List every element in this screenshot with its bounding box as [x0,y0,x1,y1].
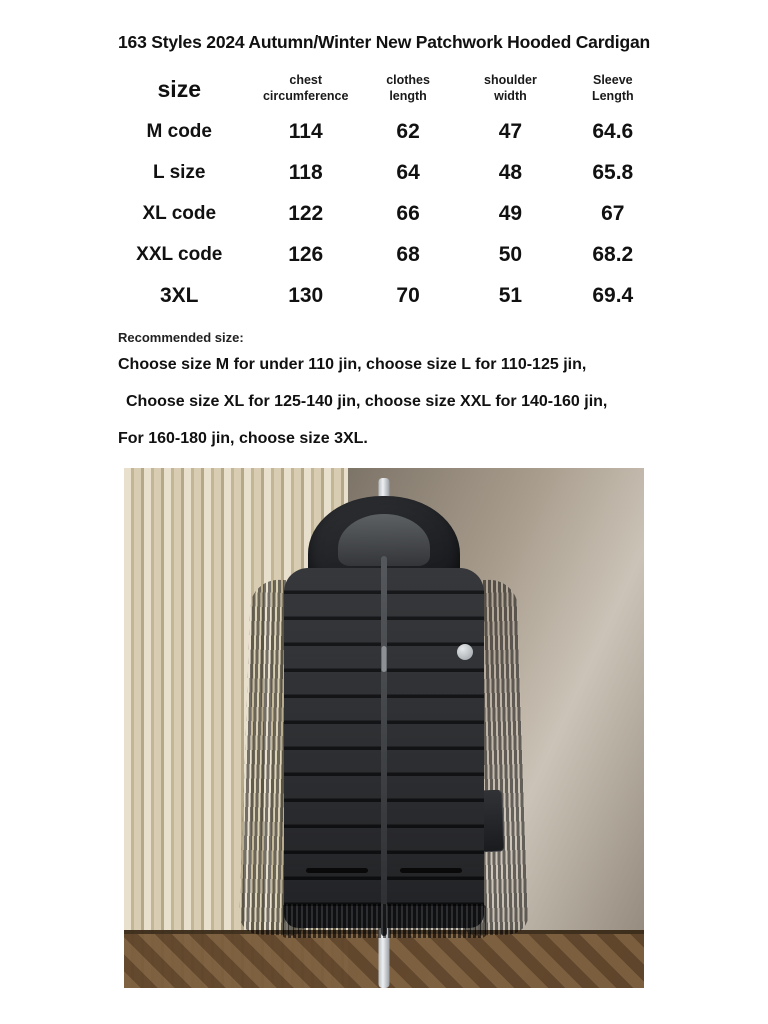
row-chest-value: 122 [288,201,324,225]
row-chest-value: 130 [288,283,324,307]
row-chest-value: 114 [288,119,323,143]
recommendation-line: For 160-180 jin, choose size 3XL. [118,430,368,447]
zipper-pull-icon [382,646,387,672]
header-sleeve-line2: Length [591,89,634,103]
header-chest-line1: chest [289,73,323,88]
recommendation-line: Choose size XL for 125-140 jin, choose size XXL for 140-160 jin, [126,393,608,410]
row-sleeve-value: 67 [601,201,625,225]
header-chest-line2: circumference [262,89,349,103]
row-chest-value: 126 [288,242,324,266]
row-shoulder-value: 48 [498,160,523,184]
row-size-label: L size [153,161,206,183]
recommended-size-title: Recommended size: [118,330,244,345]
header-sleeve-length [562,67,664,111]
row-shoulder-value: 49 [498,201,523,225]
jacket-ribbed-hem [281,904,487,938]
row-length-value: 68 [396,242,420,266]
row-length-value: 64 [396,160,420,184]
table-row [104,152,664,193]
page-title: 163 Styles 2024 Autumn/Winter New Patchwork Hooded Cardigan [118,32,650,52]
header-sleeve-line1: Sleeve [592,73,633,88]
row-sleeve-value: 65.8 [592,160,634,184]
header-shoulder-line1: shoulder [484,73,537,88]
row-sleeve-value: 64.6 [592,119,634,143]
header-length-line2: length [389,89,427,103]
brand-logo-icon [457,644,473,660]
row-shoulder-value: 47 [498,119,523,143]
row-shoulder-value: 51 [498,283,523,307]
row-length-value: 70 [396,283,420,307]
jacket-image [239,496,529,966]
table-row [104,111,664,152]
product-photo [124,468,644,988]
table-row [104,193,664,234]
jacket-zipper [381,556,387,936]
row-sleeve-value: 69.4 [592,283,634,307]
header-shoulder-width [459,67,561,111]
row-shoulder-value: 50 [498,242,523,266]
row-length-value: 62 [396,119,420,143]
jacket-pocket-left [306,868,368,873]
recommendation-line: Choose size M for under 110 jin, choose size L for 110-125 jin, [118,356,587,373]
row-length-value: 66 [396,201,420,225]
size-chart-table [104,67,664,316]
recommended-size-text [0,357,768,447]
table-row [104,234,664,275]
row-size-label: 3XL [160,283,199,307]
header-chest-circumference [255,67,357,111]
table-row [104,275,664,316]
header-clothes-length [357,67,459,111]
header-shoulder-line2: width [494,89,527,103]
row-size-label: M code [146,120,212,142]
row-sleeve-value: 68.2 [592,242,634,266]
header-size: size [157,75,201,102]
row-size-label: XXL code [136,243,223,265]
table-header-row [104,67,664,111]
row-size-label: XL code [142,202,217,224]
header-length-line1: clothes [386,73,430,88]
jacket-pocket-right [400,868,462,873]
row-chest-value: 118 [288,160,323,184]
